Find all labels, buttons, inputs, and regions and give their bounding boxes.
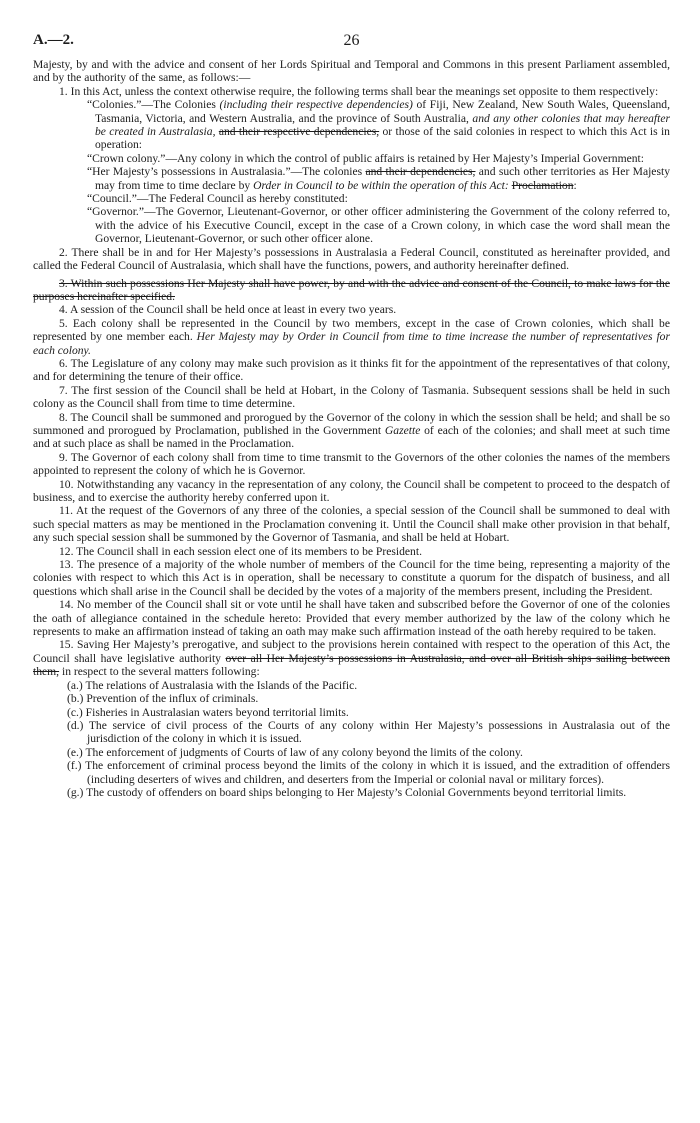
section-12: 12. The Council shall in each session elect one of its members to be President. (59, 544, 422, 558)
struck-text: 3. Within such possessions Her Majesty shall have power, by and with the advice and consent of the Council, to make laws for the purposes hereinafter specified. (33, 276, 670, 303)
section-14: 14. No member of the Council shall sit or vote until he shall have taken and subscribed before the Governor of one of the colonies the oath of allegiance contained in the schedule hereto: Provided that every member authorized by the law of the colony which he represents to make an affirmation instead of taking an oath may make such affirmation instead of the oath hereby required to be taken. (33, 598, 670, 639)
section-13: 13. The presence of a majority of the whole number of members of the Council for the time being, representing a majority of the colonies with respect to which this Act is in operation, shall be necessary to constitute a quorum for the dispatch of business, and all questions which shall arise in the Council shall be decided by the votes of a majority of the members present, including the President. (33, 558, 670, 598)
list-item: (c.) Fisheries in Australasian waters beyond territorial limits. (67, 705, 349, 719)
section-8: 8. The Council shall be summoned and prorogued by the Governor of the colony in which the session shall be held; and shall be so summoned and prorogued by Proclamation, published in the Government Gazette of each of the colonies; and shall meet at such time and at such place as shall be named in the Proclamation. (33, 410, 670, 451)
list-item: (f.) The enforcement of criminal process beyond the limits of the colony in which it is issued, and the extradition of offenders (including deserters of wives and children, and deserters from the Imperial or colonial naval or military forces). (67, 759, 670, 786)
page-number: 26 (343, 32, 360, 49)
section-2: 2. There shall be in and for Her Majesty’s possessions in Australasia a Federal Council, constituted as hereinafter provided, and called the Federal Council of Australasia, which shall have the functions, powers, and authority hereinafter defined. (33, 245, 670, 273)
enacting-clause: Majesty, by and with the advice and consent of her Lords Spiritual and Temporal and Commons in this present Parliament assembled, and by the authority of the same, as follows:— (33, 58, 670, 85)
list-item: (b.) Prevention of the influx of criminals. (67, 692, 259, 706)
definition-crown-colony: “Crown colony.”—Any colony in which the control of public affairs is retained by Her Majesty’s Imperial Government: (87, 151, 644, 165)
struck-text: Proclamation (511, 178, 574, 192)
definition-council: “Council.”—The Federal Council as hereby constituted: (87, 192, 348, 206)
section-9: 9. The Governor of each colony shall from time to time transmit to the Governors of the other colonies the names of the members appointed to represent the colony of which he is Governor. (33, 450, 670, 478)
list-item: (g.) The custody of offenders on board ships belonging to Her Majesty’s Colonial Governments beyond territorial limits. (67, 785, 627, 799)
section-11: 11. At the request of the Governors of any three of the colonies, a special session of the Council shall be summoned to deal with such special matters as may be mentioned in the Proclamation convening it. Until the Council shall make other provision in that behalf, any such special session shall be summoned by the Governor of Tasmania, and shall be held at Hobart. (33, 504, 670, 545)
section-15: 15. Saving Her Majesty’s prerogative, and subject to the provisions herein contained with respect to the operation of this Act, the Council shall have legislative authority over all Her Majesty’s possessions in Australasia, and over all British ships sailing between them, in respect to the several matters following: (33, 638, 670, 679)
section-7: 7. The first session of the Council shall be held at Hobart, in the Colony of Tasmania. Subsequent sessions shall be held in such colony as the Council shall from time to time determine. (33, 383, 670, 411)
list-item: (e.) The enforcement of judgments of Courts of law of any colony beyond the limits of the colony. (67, 745, 523, 759)
page-header (33, 34, 670, 58)
struck-text: over all Her Majesty’s possessions in Australasia, and over all British ships sailing between them, (33, 651, 670, 679)
definition-governor: “Governor.”—The Governor, Lieutenant-Governor, or other officer administering the Government of the colony referred to, with the advice of his Executive Council, except in the case of a Crown colony, in which case the word shall mean the Governor, Lieutenant-Governor, or such other officer alone. (87, 205, 670, 246)
section-10: 10. Notwithstanding any vacancy in the representation of any colony, the Council shall be competent to proceed to the despatch of business, and to exercise the authority hereby conferred upon it. (33, 477, 670, 504)
section-1: 1. In this Act, unless the context otherwise require, the following terms shall bear the meanings set opposite to them respectively: (59, 84, 659, 98)
list-item: (d.) The service of civil process of the Courts of any colony within Her Majesty’s possessions in Australasia out of the jurisdiction of the colony in which it is issued. (67, 718, 670, 746)
struck-text: and their dependencies, (365, 165, 476, 179)
paper-reference: A.—2. (33, 32, 74, 48)
section-3 (33, 277, 670, 304)
struck-text: and their respective dependencies, (218, 125, 380, 139)
definition-colonies: “Colonies.”—The Colonies (including their respective dependencies) of Fiji, New Zealand, New South Wales, Queensland, Tasmania, Victoria, and Western Australia, and the province of South Australia, and any other colonies that may hereafter be created in Australasia, and their respective dependencies, or those of the said colonies in respect to which this Act is in operation: (87, 98, 670, 152)
section-4: 4. A session of the Council shall be held once at least in every two years. (59, 303, 397, 317)
definition-possessions: “Her Majesty’s possessions in Australasia.”—The colonies and their dependencies, and such other territories as Her Majesty may from time to time declare by Order in Council to be within the operation of this Act: Proclamation: (87, 165, 670, 192)
section-5: 5. Each colony shall be represented in the Council by two members, except in the case of Crown colonies, which shall be represented by one member each. Her Majesty may by Order in Council from time to time increase the number of representatives for each colony. (33, 316, 670, 357)
list-item: (a.) The relations of Australasia with the Islands of the Pacific. (67, 678, 358, 692)
section-6: 6. The Legislature of any colony may make such provision as it thinks fit for the appointment of the representatives of that colony, and for determining the tenure of their office. (33, 356, 670, 384)
